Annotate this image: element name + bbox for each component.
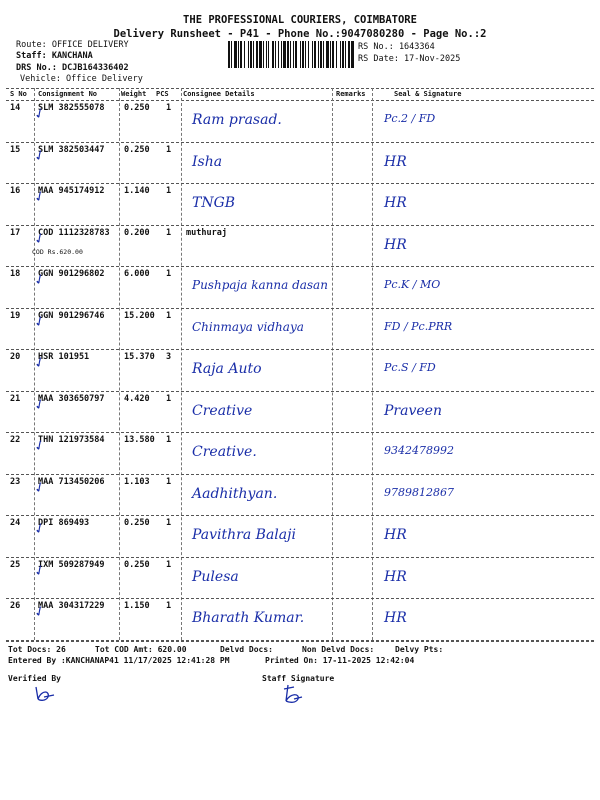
row-pcs: 1 — [166, 601, 172, 611]
row-seal-signature: HR — [384, 153, 407, 170]
verifier-signature — [30, 683, 60, 703]
row-divider — [6, 183, 594, 184]
row-sno: 24 — [10, 518, 21, 528]
row-pcs: 3 — [166, 352, 172, 362]
row-weight: 1.150 — [124, 601, 150, 611]
row-handwritten-name: Ram prasad. — [192, 112, 282, 128]
row-consignment-no: HSR 101951 — [38, 352, 90, 362]
row-tick-mark: ✓ — [31, 477, 49, 498]
row-divider — [6, 515, 594, 516]
row-handwritten-name: Raja Auto — [192, 361, 262, 377]
vehicle-label: Vehicle: Office Delivery — [20, 74, 143, 84]
row-cod-amount: COD Rs.620.00 — [32, 247, 83, 256]
footer-divider — [6, 641, 594, 642]
row-weight: 0.250 — [124, 144, 150, 155]
col-sno: S No — [10, 90, 27, 98]
row-sno: 17 — [10, 227, 21, 238]
row-sno: 23 — [10, 476, 21, 487]
total-cod: Tot COD Amt: 620.00 — [95, 645, 187, 654]
row-consignment-no: MAA 945174912 — [38, 186, 105, 196]
col-pcs: PCS — [156, 90, 169, 98]
row-seal-signature: FD / Pc.PRR — [384, 319, 453, 333]
row-consignment-no: THN 121973584 — [38, 435, 105, 445]
row-weight: 1.140 — [124, 186, 150, 196]
row-consignment-no: COD 1112328783 — [38, 227, 110, 238]
non-delivered-docs: Non Delvd Docs: — [302, 645, 375, 654]
row-sno: 16 — [10, 186, 21, 196]
row-handwritten-name: Creative — [192, 402, 253, 419]
row-consignment-no: MAA 303650797 — [38, 393, 105, 404]
row-consignment-no: MAA 713450206 — [38, 476, 105, 487]
row-seal-signature: Pc.2 / FD — [384, 112, 436, 125]
rs-number: RS No.: 1643364 — [358, 42, 435, 52]
total-docs: Tot Docs: 26 — [8, 645, 66, 654]
row-weight: 6.000 — [124, 269, 150, 279]
row-sno: 26 — [10, 601, 21, 611]
row-pcs: 1 — [166, 186, 172, 196]
row-seal-signature: HR — [384, 195, 407, 211]
row-sno: 20 — [10, 352, 21, 362]
row-weight: 0.250 — [124, 559, 150, 570]
row-pcs: 1 — [166, 103, 172, 113]
row-divider — [6, 308, 594, 309]
row-tick-mark: ✓ — [31, 311, 49, 332]
staff-label: Staff: KANCHANA — [16, 51, 93, 61]
row-tick-mark: ✓ — [31, 394, 49, 415]
row-pcs: 1 — [166, 144, 172, 155]
row-tick-mark: ✓ — [31, 187, 49, 207]
row-tick-mark: ✓ — [31, 602, 49, 622]
row-consignment-no: GGN 901296802 — [38, 269, 105, 279]
row-seal-signature: Pc.K / MO — [384, 278, 441, 291]
row-divider — [6, 266, 594, 267]
row-divider — [6, 142, 594, 143]
entered-by: Entered By :KANCHANAP41 11/17/2025 12:41:28 PM — [8, 656, 230, 665]
row-pcs: 1 — [166, 476, 172, 487]
table-header-border — [6, 100, 594, 101]
row-pcs: 1 — [166, 435, 172, 445]
row-pcs: 1 — [166, 393, 172, 404]
row-handwritten-name: Pushpaja kanna dasan — [192, 278, 328, 292]
row-divider — [6, 598, 594, 599]
row-tick-mark: ✓ — [31, 270, 49, 290]
row-consignee-name: muthuraj — [186, 227, 227, 238]
row-pcs: 1 — [166, 269, 172, 279]
barcode-image — [228, 41, 354, 68]
row-divider — [6, 349, 594, 350]
col-remarks: Remarks — [336, 90, 366, 98]
row-weight: 1.103 — [124, 476, 150, 487]
row-consignment-no: GGN 901296746 — [38, 310, 105, 321]
col-consignee: Consignee Details — [183, 90, 255, 98]
row-sno: 22 — [10, 435, 21, 445]
row-tick-mark: ✓ — [31, 560, 49, 581]
row-consignment-no: IXM 509287949 — [38, 559, 105, 570]
row-handwritten-name: Bharath Kumar. — [192, 610, 305, 626]
row-tick-mark: ✓ — [31, 228, 49, 249]
row-handwritten-name: Pulesa — [192, 568, 239, 585]
row-sno: 14 — [10, 103, 21, 113]
row-sno: 18 — [10, 269, 21, 279]
row-seal-signature: 9342478992 — [384, 444, 454, 457]
row-weight: 4.420 — [124, 393, 150, 404]
row-tick-mark: ✓ — [31, 353, 49, 373]
col-consignment: Consignment No — [38, 90, 98, 98]
company-title: THE PROFESSIONAL COURIERS, COIMBATORE — [183, 14, 417, 26]
runsheet-table — [6, 88, 594, 640]
row-consignment-no: SLM 382503447 — [38, 144, 105, 155]
row-seal-signature: HR — [384, 236, 407, 253]
row-divider — [6, 432, 594, 433]
delivery-points: Delvy Pts: — [395, 645, 444, 654]
row-seal-signature: 9789812867 — [384, 485, 454, 499]
row-consignment-no: SLM 382555078 — [38, 103, 105, 113]
row-handwritten-name: Creative. — [192, 444, 257, 460]
staff-signature — [280, 683, 310, 705]
row-weight: 15.200 — [124, 310, 155, 321]
row-pcs: 1 — [166, 518, 172, 528]
row-tick-mark: ✓ — [31, 145, 49, 166]
route-label: Route: OFFICE DELIVERY — [16, 40, 129, 50]
row-seal-signature: HR — [384, 610, 407, 626]
row-handwritten-name: Pavithra Balaji — [192, 527, 296, 543]
row-weight: 0.250 — [124, 103, 150, 113]
staff-signature-label: Staff Signature — [262, 674, 335, 683]
row-sno: 15 — [10, 144, 21, 155]
row-tick-mark: ✓ — [31, 104, 49, 124]
runsheet-subtitle: Delivery Runsheet - P41 - Phone No.:9047080280 - Page No.:2 — [113, 28, 487, 40]
row-seal-signature: Praveen — [384, 402, 442, 419]
row-divider — [6, 391, 594, 392]
row-seal-signature: HR — [384, 527, 407, 543]
row-handwritten-name: Aadhithyan. — [192, 485, 278, 502]
verified-by-label: Verified By — [8, 674, 61, 683]
row-divider — [6, 474, 594, 475]
col-seal: Seal & Signature — [394, 90, 462, 98]
row-pcs: 1 — [166, 310, 172, 321]
row-handwritten-name: TNGB — [192, 195, 236, 211]
delivered-docs: Delvd Docs: — [220, 645, 273, 654]
col-weight: Weight — [121, 90, 147, 98]
printed-on: Printed On: 17-11-2025 12:42:04 — [265, 656, 415, 665]
row-consignment-no: MAA 304317229 — [38, 601, 105, 611]
row-tick-mark: ✓ — [31, 436, 49, 456]
row-tick-mark: ✓ — [31, 519, 49, 539]
drs-label: DRS No.: DCJB164336402 — [16, 63, 129, 73]
row-weight: 13.580 — [124, 435, 155, 445]
row-weight: 15.370 — [124, 352, 155, 362]
row-sno: 19 — [10, 310, 21, 321]
row-seal-signature: HR — [384, 568, 407, 585]
row-weight: 0.250 — [124, 518, 150, 528]
row-seal-signature: Pc.S / FD — [384, 361, 436, 374]
row-sno: 25 — [10, 559, 21, 570]
row-consignment-no: DPI 869493 — [38, 518, 90, 528]
row-weight: 0.200 — [124, 227, 150, 238]
row-divider — [6, 225, 594, 226]
row-divider — [6, 557, 594, 558]
rs-date: RS Date: 17-Nov-2025 — [358, 54, 461, 64]
table-top-border — [6, 88, 594, 89]
row-sno: 21 — [10, 393, 21, 404]
row-handwritten-name: Isha — [192, 153, 223, 170]
row-pcs: 1 — [166, 227, 172, 238]
row-pcs: 1 — [166, 559, 172, 570]
row-handwritten-name: Chinmaya vidhaya — [192, 319, 304, 334]
